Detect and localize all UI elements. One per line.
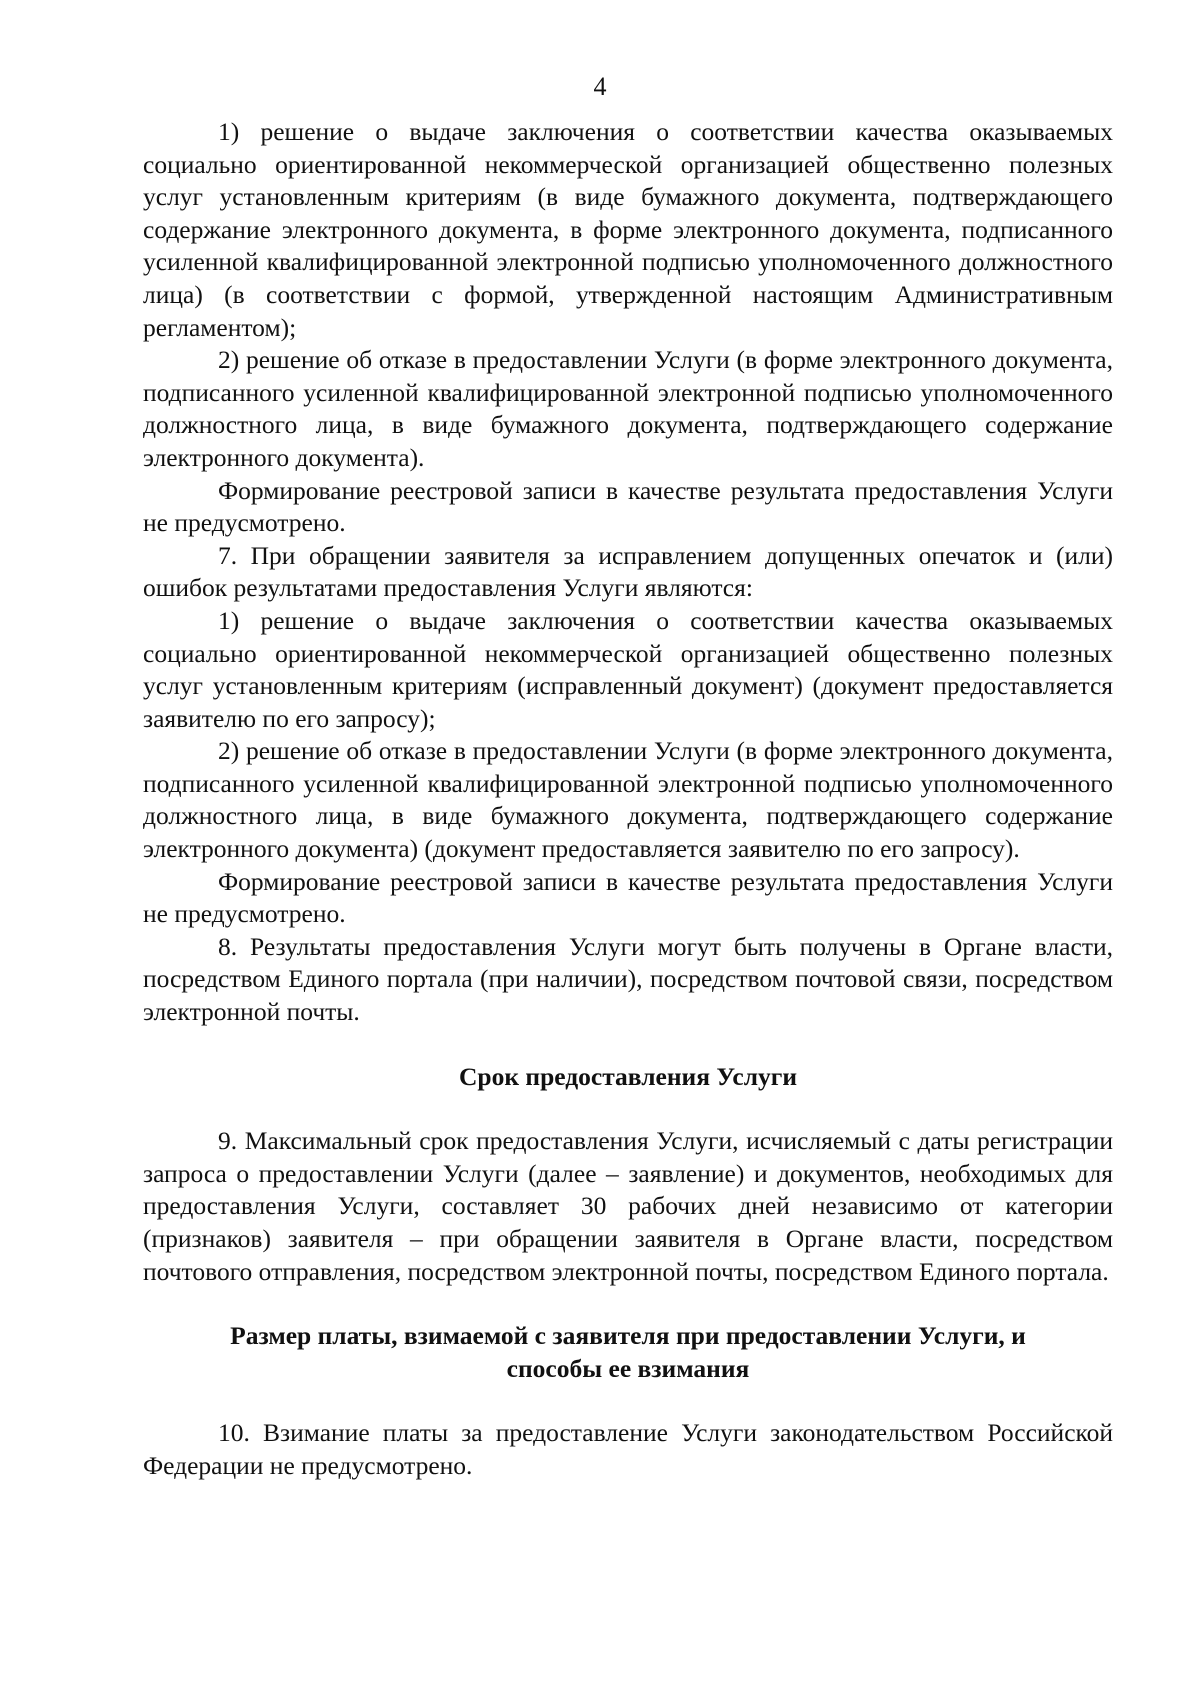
paragraph-result-refusal: 2) решение об отказе в предоставлении Услуги (в форме электронного документа, подписанного усиленной квалифицированной электронной подписью уполномоченного должностного лица, в виде бумажного документа, подтверждающего содержание электронного документа). — [143, 345, 1113, 472]
section-heading-term: Срок предоставления Услуги — [458, 1061, 798, 1091]
paragraph-item-9: 9. Максимальный срок предоставления Услуги, исчисляемый с даты регистрации запроса о предоставлении Услуги (далее – заявление) и документов, необходимых для предоставления Услуги, составляет 30 рабочих дней независимо от категории (признаков) заявителя – при обращении заявителя в Органе власти, посредством почтового отправления, посредством электронной почты, посредством Единого портала. — [143, 1126, 1113, 1286]
paragraph-registry-note: Формирование реестровой записи в качестве результата предоставления Услуги не предусмотрено. — [143, 475, 1113, 538]
section-heading-fee-line-1: Размер платы, взимаемой с заявителя при предоставлении Услуги, и — [230, 1321, 1026, 1351]
page-number: 4 — [593, 72, 607, 101]
section-heading-fee-line-2: способы ее взимания — [506, 1353, 750, 1383]
section-heading-fee — [143, 1320, 1113, 1385]
document-body — [143, 116, 1113, 1483]
paragraph-item-7: 7. При обращении заявителя за исправлением допущенных опечаток и (или) ошибок результатами предоставления Услуги являются: — [143, 540, 1113, 603]
paragraph-corrected-refusal: 2) решение об отказе в предоставлении Услуги (в форме электронного документа, подписанного усиленной квалифицированной электронной подписью уполномоченного должностного лица, в виде бумажного документа, подтверждающего содержание электронного документа) (документ предоставляется заявителю по его запросу). — [143, 736, 1113, 864]
paragraph-corrected-conclusion: 1) решение о выдаче заключения о соответствии качества оказываемых социально ориентированной некоммерческой организацией общественно полезных услуг установленным критериям (исправленный документ) (документ предоставляется заявителю по его запросу); — [143, 605, 1113, 733]
paragraph-item-8: 8. Результаты предоставления Услуги могут быть получены в Органе власти, посредством Единого портала (при наличии), посредством почтовой связи, посредством электронной почты. — [143, 931, 1113, 1027]
paragraph-registry-note-2: Формирование реестровой записи в качестве результата предоставления Услуги не предусмотрено. — [143, 866, 1113, 929]
paragraph-result-conclusion: 1) решение о выдаче заключения о соответствии качества оказываемых социально ориентированной некоммерческой организацией общественно полезных услуг установленным критериям (в виде бумажного документа, подтверждающего содержание электронного документа, в форме электронного документа, подписанного усиленной квалифицированной электронной подписью уполномоченного должностного лица) (в соответствии с формой, утвержденной настоящим Административным регламентом); — [143, 117, 1113, 342]
paragraph-item-10: 10. Взимание платы за предоставление Услуги законодательством Российской Федерации не предусмотрено. — [143, 1418, 1113, 1480]
